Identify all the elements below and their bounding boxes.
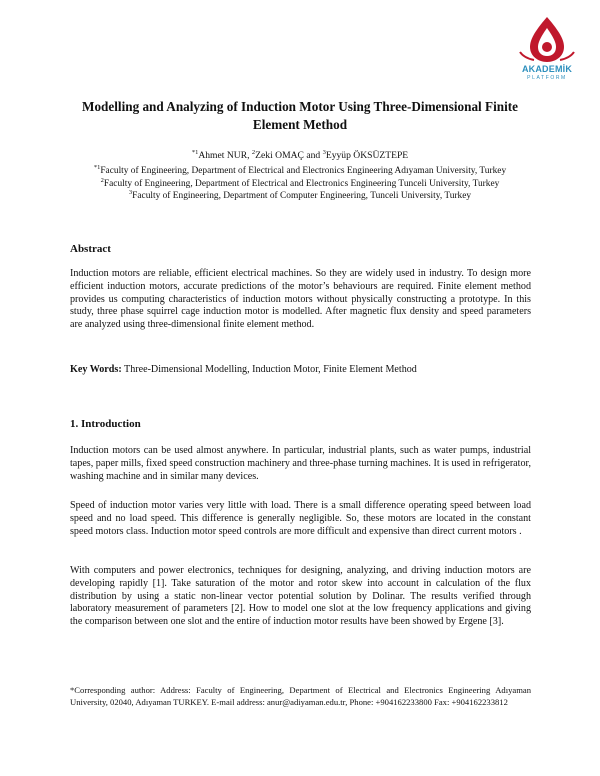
affiliation-2-mark: 2 [100,176,104,184]
keywords-text: Three-Dimensional Modelling, Induction Motor, Finite Element Method [124,364,417,375]
paper-title: Modelling and Analyzing of Induction Motor Using Three-Dimensional Finite Element Method [82,99,518,132]
keywords-line [70,363,531,376]
affiliation-3-mark: 3 [128,188,133,196]
logo-subtitle: PLATFORM [527,75,567,81]
author-1-mark: *1 [191,148,199,156]
author-2-mark: 2 [251,148,256,156]
keywords-label: Key Words: [70,364,122,375]
akademik-platform-logo [512,14,582,86]
introduction-heading: 1. Introduction [70,418,141,430]
author-line [60,150,540,161]
abstract-heading: Abstract [70,243,111,255]
intro-paragraph-1: Induction motors can be used almost anywhere. In particular, industrial plants, such as water pumps, industrial tapes, paper mills, fixed speed construction machinery and three-phase turning machines. It is used in refrigerator, washing machine and in similar many devices. [70,445,531,482]
affiliation-1-mark: *1 [93,163,101,171]
affiliations [60,165,540,203]
intro-paragraph-3: With computers and power electronics, techniques for designing, analyzing, and driving induction motors are developing rapidly [1]. Take saturation of the motor and rotor skew into account in calculation of the flux distribution by using a static non-linear vector potential solution by Dolinar. The results verified through laboratory measurement of parameters [2]. How to model one slot at the low frequency applications and giving the comparison between one slot and the entire of induction motor results have been showed by Ergene [3]. [70,565,531,628]
affiliation-1-text: Faculty of Engineering, Department of Electrical and Electronics Engineering Adıyaman University, Turkey [100,166,507,176]
author-1-name: Ahmet NUR, [198,150,250,161]
corresponding-author-footnote: *Corresponding author: Address: Faculty of Engineering, Department of Electrical and Electronics Engineering Adıyaman University, 02040, Adıyaman TURKEY. E-mail address: anur@adiyaman.edu.tr, Phone: +904162233800 Fax: +904162233812 [70,685,531,707]
intro-paragraph-2: Speed of induction motor varies very little with load. There is a small difference operating speed between load speed and no load speed. This difference is generally negligible. So, these motors are located in the constant speed motors class. Induction motor speed controls are more difficult and expensive than direct current motors . [70,500,531,537]
affiliation-1 [60,165,540,178]
author-3-mark: 3 [322,148,326,156]
abstract-text: Induction motors are reliable, efficient electrical machines. So they are widely used in industry. To design more efficient induction motors, accurate predictions of the motor’s behaviours are required. Finite element method provides us computing characteristics of induction motors without physically constructing a prototype. In this study, three phase squirrel cage induction motor is modelled. After magnetic flux density and speed parameters are analyzed using three-dimensional finite element method. [70,268,531,331]
logo-emblem-icon [512,14,582,64]
author-2-name: Zeki OMAÇ and [255,150,321,161]
logo-name: AKADEMİK [521,64,573,74]
affiliation-3-text: Faculty of Engineering, Department of Computer Engineering, Tunceli University, Turkey [132,191,472,201]
author-3-name: Eyyüp ÖKSÜZTEPE [325,150,409,161]
affiliation-3 [60,190,540,203]
affiliation-2-text: Faculty of Engineering, Department of Electrical and Electronics Engineering Tunceli University, Turkey [103,178,500,189]
